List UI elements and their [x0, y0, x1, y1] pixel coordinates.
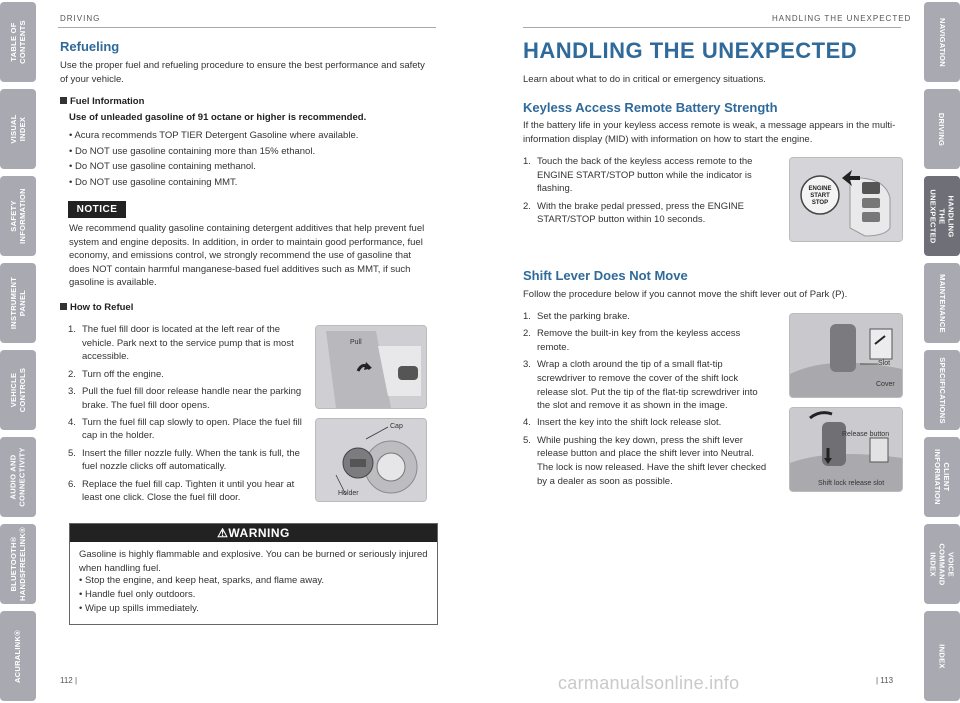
- left-running-head: DRIVING: [60, 14, 101, 23]
- step-text: Replace the fuel fill cap. Tighten it until you hear at least one click. Close the fuel fill door.: [82, 478, 295, 504]
- tab-label: INSTRUMENT PANEL: [9, 276, 28, 330]
- tab-handling-the-unexpected[interactable]: [924, 176, 960, 256]
- tab-label: VISUAL INDEX: [9, 114, 27, 144]
- right-page-number: | 113: [876, 676, 894, 685]
- step-text: With the brake pedal pressed, press the ENGINE START/STOP button within 10 seconds.: [537, 200, 744, 226]
- list-item: 4. Turn the fuel fill cap slowly to open. Place the fuel fill cap in the holder.: [68, 416, 302, 442]
- warning-text: Gasoline is highly flammable and explosive. You can be burned or seriously injured when handling fuel.: [79, 549, 428, 574]
- tab-visual-index[interactable]: [0, 89, 36, 169]
- list-item: 2. Remove the built-in key from the keyless access remote.: [523, 328, 741, 353]
- notice-text: We recommend quality gasoline containing detergent additives that help prevent fuel system and engine deposits. In addition, in order to maintain good performance, fuel economy, and emissions control, we strongly recommend the use of gasoline that does NOT contain harmful manganese-based fuel additives such as MMT, if such gasoline is available.: [69, 223, 425, 288]
- tab-voice-command-index[interactable]: [924, 524, 960, 604]
- holder-label: Holder: [338, 490, 359, 497]
- tab-specifications[interactable]: [924, 350, 960, 430]
- refueling-intro: Use the proper fuel and refueling procedure to ensure the best performance and safety of your vehicle.: [60, 60, 425, 85]
- keyless-text: If the battery life in your keyless access remote is weak, a message appears in the multi-information display (MID) with information on how to start the engine.: [523, 120, 896, 145]
- engine-btn-label-1: ENGINE: [808, 186, 832, 192]
- release-button-label: Release button: [842, 431, 890, 438]
- fuel-cap-image: [315, 418, 427, 502]
- step-text: Turn off the engine.: [82, 368, 164, 380]
- tab-label: BLUETOOTH® HANDSFREELINK®: [9, 527, 27, 601]
- step-text: Insert the key into the shift lock release slot.: [537, 417, 722, 429]
- fuel-cap-illustration: [316, 419, 426, 501]
- list-item: • Wipe up spills immediately.: [79, 602, 429, 616]
- step-text: While pushing the key down, press the shift lever release button and place the shift lever into Neutral. The lock is now released. Have the shift lever checked by a dealer as soon as possible.: [537, 434, 767, 487]
- list-item: 2. With the brake pedal pressed, press the ENGINE START/STOP button within 10 seconds.: [523, 200, 744, 226]
- engine-btn-label-2: START: [810, 193, 830, 199]
- cap-label: Cap: [390, 423, 403, 430]
- fuel-info-heading-text: Fuel Information: [70, 96, 145, 107]
- list-item: • Handle fuel only outdoors.: [79, 588, 429, 602]
- square-bullet-icon: [60, 303, 67, 310]
- engine-start-illustration: [790, 158, 902, 241]
- left-section-tabs: [0, 0, 36, 703]
- shift-lock-slot-image: [789, 313, 903, 398]
- tab-label: MAINTENANCE: [937, 273, 947, 333]
- tab-label: VEHICLE CONTROLS: [9, 367, 28, 413]
- tab-table-of-contents[interactable]: [0, 2, 36, 82]
- keyless-heading: Keyless Access Remote Battery Strength: [523, 100, 778, 115]
- tab-label: CLIENT INFORMATION: [933, 449, 951, 505]
- list-item: • Do NOT use gasoline containing MMT.: [69, 175, 429, 191]
- list-item: 1. Set the parking brake.: [523, 311, 630, 322]
- right-section-tabs: [924, 0, 960, 703]
- release-button-illustration: [790, 408, 902, 491]
- list-item: 5. While pushing the key down, press the shift lever release button and place the shift lever into Neutral. The lock is now released. Have the shift lever checked by a dealer as soon as possible.: [523, 434, 767, 487]
- step-text: Touch the back of the keyless access remote to the ENGINE START/STOP button while the indicator is flashing.: [537, 156, 753, 195]
- tab-audio-connectivity[interactable]: [0, 437, 36, 517]
- handling-intro: Learn about what to do in critical or emergency situations.: [523, 74, 766, 85]
- step-text: Pull the fuel fill door release handle near the parking brake. The fuel fill door opens.: [82, 385, 302, 411]
- list-item: • Stop the engine, and keep heat, sparks, and flame away.: [79, 574, 429, 588]
- list-item: 6. Replace the fuel fill cap. Tighten it until you hear at least one click. Close the fuel fill door.: [68, 478, 295, 504]
- tab-bluetooth-handsfreelink[interactable]: [0, 524, 36, 604]
- right-running-head: HANDLING THE UNEXPECTED: [772, 14, 912, 23]
- tab-client-information[interactable]: [924, 437, 960, 517]
- step-text: Wrap a cloth around the tip of a small flat-tip screwdriver to remove the cover of the shift lock release slot. Put the tip of the flat-tip screwdriver into the slot and remove it as shown in the image.: [537, 359, 758, 412]
- engine-start-image: [789, 157, 903, 242]
- tab-vehicle-controls[interactable]: [0, 350, 36, 430]
- fuel-info-recommendation: Use of unleaded gasoline of 91 octane or higher is recommended.: [69, 112, 367, 123]
- step-text: Turn the fuel fill cap slowly to open. Place the fuel fill cap in the holder.: [82, 416, 302, 442]
- list-item: 1. Touch the back of the keyless access remote to the ENGINE START/STOP button while the indicator is flashing.: [523, 156, 753, 195]
- tab-index[interactable]: [924, 611, 960, 701]
- tab-label: NAVIGATION: [937, 17, 947, 67]
- shift-lock-release-slot-label: Shift lock release slot: [818, 480, 885, 487]
- fuel-door-release-image: [315, 325, 427, 409]
- keyless-steps: [523, 155, 773, 231]
- warning-box: [69, 523, 438, 625]
- watermark: carmanualsonline.info: [558, 673, 740, 693]
- release-button-image: [789, 407, 903, 492]
- list-item: 4. Insert the key into the shift lock release slot.: [523, 417, 722, 429]
- pull-label: Pull: [350, 339, 362, 346]
- step-text: The fuel fill door is located at the left rear of the vehicle. Park next to the service pump that is most accessible.: [82, 324, 294, 363]
- tab-label: DRIVING: [937, 112, 947, 146]
- tab-driving[interactable]: [924, 89, 960, 169]
- step-text: Set the parking brake.: [537, 311, 630, 322]
- right-header-rule: [523, 27, 901, 28]
- tab-label: ACURALINK®: [13, 629, 23, 683]
- page-title: HANDLING THE UNEXPECTED: [523, 38, 858, 63]
- step-text: Remove the built-in key from the keyless access remote.: [537, 328, 741, 353]
- list-item: 3. Pull the fuel fill door release handle near the parking brake. The fuel fill door opens.: [68, 385, 302, 411]
- list-item: 5. Insert the filler nozzle fully. When the tank is full, the fuel nozzle clicks off automatically.: [68, 447, 300, 473]
- shift-lever-steps: [523, 310, 768, 492]
- list-item: 2. Turn off the engine.: [68, 368, 164, 380]
- refueling-title: Refueling: [60, 39, 120, 54]
- tab-label: INDEX: [937, 643, 947, 669]
- slot-label: Slot: [878, 360, 891, 367]
- tab-safety-information[interactable]: [0, 176, 36, 256]
- tab-acuralink[interactable]: [0, 611, 36, 701]
- tab-label: SPECIFICATIONS: [937, 356, 947, 424]
- tab-instrument-panel[interactable]: [0, 263, 36, 343]
- step-text: Insert the filler nozzle fully. When the tank is full, the fuel nozzle clicks off automatically.: [82, 447, 300, 473]
- notice-badge: NOTICE: [68, 201, 126, 218]
- warning-triangle-icon: ⚠: [217, 526, 229, 540]
- tab-label: VOICE COMMAND INDEX: [928, 542, 956, 586]
- tab-navigation[interactable]: [924, 2, 960, 82]
- shift-lever-heading: Shift Lever Does Not Move: [523, 268, 688, 283]
- list-item: 1. The fuel fill door is located at the left rear of the vehicle. Park next to the service pump that is most accessible.: [68, 324, 294, 363]
- left-page-number: 112 |: [60, 676, 78, 685]
- fuel-info-heading: [60, 96, 144, 107]
- cover-label: Cover: [876, 381, 895, 388]
- tab-label: SAFETY INFORMATION: [9, 188, 27, 244]
- shift-lever-text: Follow the procedure below if you cannot move the shift lever out of Park (P).: [523, 289, 848, 300]
- square-bullet-icon: [60, 97, 67, 104]
- list-item: 3. Wrap a cloth around the tip of a small flat-tip screwdriver to remove the cover of the shift lock release slot. Put the tip of the flat-tip screwdriver into the slot and remove it as shown in the image.: [523, 359, 758, 412]
- warning-label: WARNING: [228, 526, 290, 540]
- list-item: • Do NOT use gasoline containing methanol.: [69, 159, 429, 175]
- fuel-info-bullets: [69, 128, 429, 190]
- list-item: • Do NOT use gasoline containing more than 15% ethanol.: [69, 144, 429, 160]
- tab-label: HANDLING THE UNEXPECTED: [928, 188, 956, 244]
- how-to-refuel-heading: [60, 302, 133, 313]
- engine-btn-label-3: STOP: [811, 200, 829, 206]
- tab-label: AUDIO AND CONNECTIVITY: [9, 447, 27, 507]
- how-to-refuel-heading-text: How to Refuel: [70, 302, 134, 313]
- warning-header: [70, 524, 437, 542]
- how-to-refuel-steps: [68, 323, 304, 508]
- fuel-door-release-illustration: [316, 326, 426, 408]
- left-header-rule: [58, 27, 436, 28]
- tab-maintenance[interactable]: [924, 263, 960, 343]
- warning-bullets: [79, 574, 429, 616]
- tab-label: TABLE OF CONTENTS: [9, 20, 27, 64]
- list-item: • Acura recommends TOP TIER Detergent Gasoline where available.: [69, 128, 429, 144]
